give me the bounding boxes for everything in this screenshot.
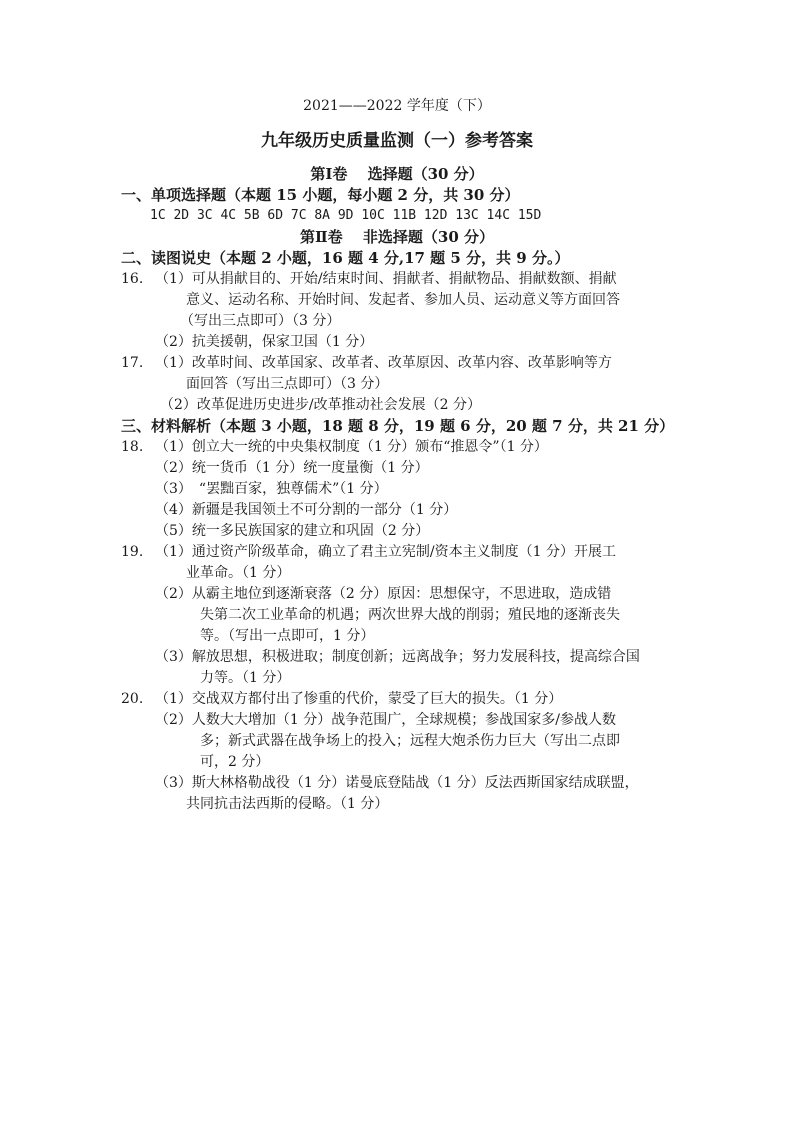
part1-heading: 第Ⅰ卷 选择题（30 分） [310,165,484,183]
question-number-20: 20. [121,691,144,707]
q20-answer-2-line-2: 多；新式武器在战争场上的投入；远程大炮杀伤力巨大（写出二点即 [200,733,620,749]
q20-answer-2-line-1: （2）人数大大增加（1 分）战争范围广，全球规模；参战国家多/参战人数 [155,712,616,728]
q16-answer-1-line-3: （写出三点即可）（3 分） [180,313,341,329]
q16-answer-1-line-2: 意义、运动名称、开始时间、发起者、参加人员、运动意义等方面回答 [186,292,620,308]
q20-answer-3-line-2: 共同抗击法西斯的侵略。（1 分） [186,796,389,812]
page-title: 九年级历史质量监测（一）参考答案 [261,131,533,151]
q19-answer-2-line-3: 等。（写出一点即可，1 分） [200,628,375,644]
q19-answer-2-line-2: 失第二次工业革命的机遇；两次世界大战的削弱；殖民地的逐渐丧失 [200,607,620,623]
q17-answer-2: （2）改革促进历史进步/改革推动社会发展（2 分） [160,397,481,413]
q16-answer-2: （2）抗美援朝，保家卫国（1 分） [155,334,374,350]
q17-answer-1-line-2: 面回答（写出三点即可）（3 分） [186,376,389,392]
q19-answer-1-line-2: 业革命。（1 分） [186,565,291,581]
q19-answer-3-line-2: 力等。（1 分） [200,670,291,686]
section2-heading: 二、读图说史（本题 2 小题，16 题 4 分,17 题 5 分，共 9 分。） [121,249,570,267]
question-number-16: 16. [121,271,144,287]
q18-answer-4: （4）新疆是我国领土不可分割的一部分（1 分） [155,502,458,518]
section3-heading: 三、材料解析（本题 3 小题，18 题 8 分，19 题 6 分，20 题 7 分，共 21 分） [121,417,675,435]
school-year-line: 2021——2022 学年度（下） [303,98,491,114]
q20-answer-3-line-1: （3）斯大林格勒战役（1 分）诺曼底登陆战（1 分）反法西斯国家结成联盟， [155,775,639,791]
q19-answer-1-line-1: （1）通过资产阶级革命，确立了君主立宪制/资本主义制度（1 分）开展工 [155,544,616,560]
q18-answer-5: （5）统一多民族国家的建立和巩固（2 分） [155,523,430,539]
q20-answer-1: （1）交战双方都付出了惨重的代价，蒙受了巨大的损失。（1 分） [155,691,563,707]
question-number-17: 17. [121,355,144,371]
q20-answer-2-line-3: 可，2 分） [200,754,270,770]
part2-heading: 第Ⅱ卷 非选择题（30 分） [300,228,494,246]
section1-heading: 一、单项选择题（本题 15 小题，每小题 2 分，共 30 分） [121,186,520,204]
q17-answer-1-line-1: （1）改革时间、改革国家、改革者、改革原因、改革内容、改革影响等方 [155,355,612,371]
q19-answer-3-line-1: （3）解放思想，积极进取；制度创新；远离战争；努力发展科技，提高综合国 [155,649,640,665]
q18-answer-1: （1）创立大一统的中央集权制度（1 分）颁布“推恩令”（1 分） [155,439,548,455]
q16-answer-1-line-1: （1）可从捐献目的、开始/结束时间、捐献者、捐献物品、捐献数额、捐献 [155,271,617,287]
q18-answer-3: （3） “罢黜百家，独尊儒术”（1 分） [155,481,388,497]
q19-answer-2-line-1: （2）从霸主地位到逐渐衰落（2 分）原因：思想保守，不思进取，造成错 [155,586,612,602]
q18-answer-2: （2）统一货币（1 分）统一度量衡（1 分） [155,460,429,476]
question-number-19: 19. [121,544,144,560]
question-number-18: 18. [121,439,144,455]
choice-answer-key: 1C 2D 3C 4C 5B 6D 7C 8A 9D 10C 11B 12D 13C 14C 15D [150,208,542,223]
